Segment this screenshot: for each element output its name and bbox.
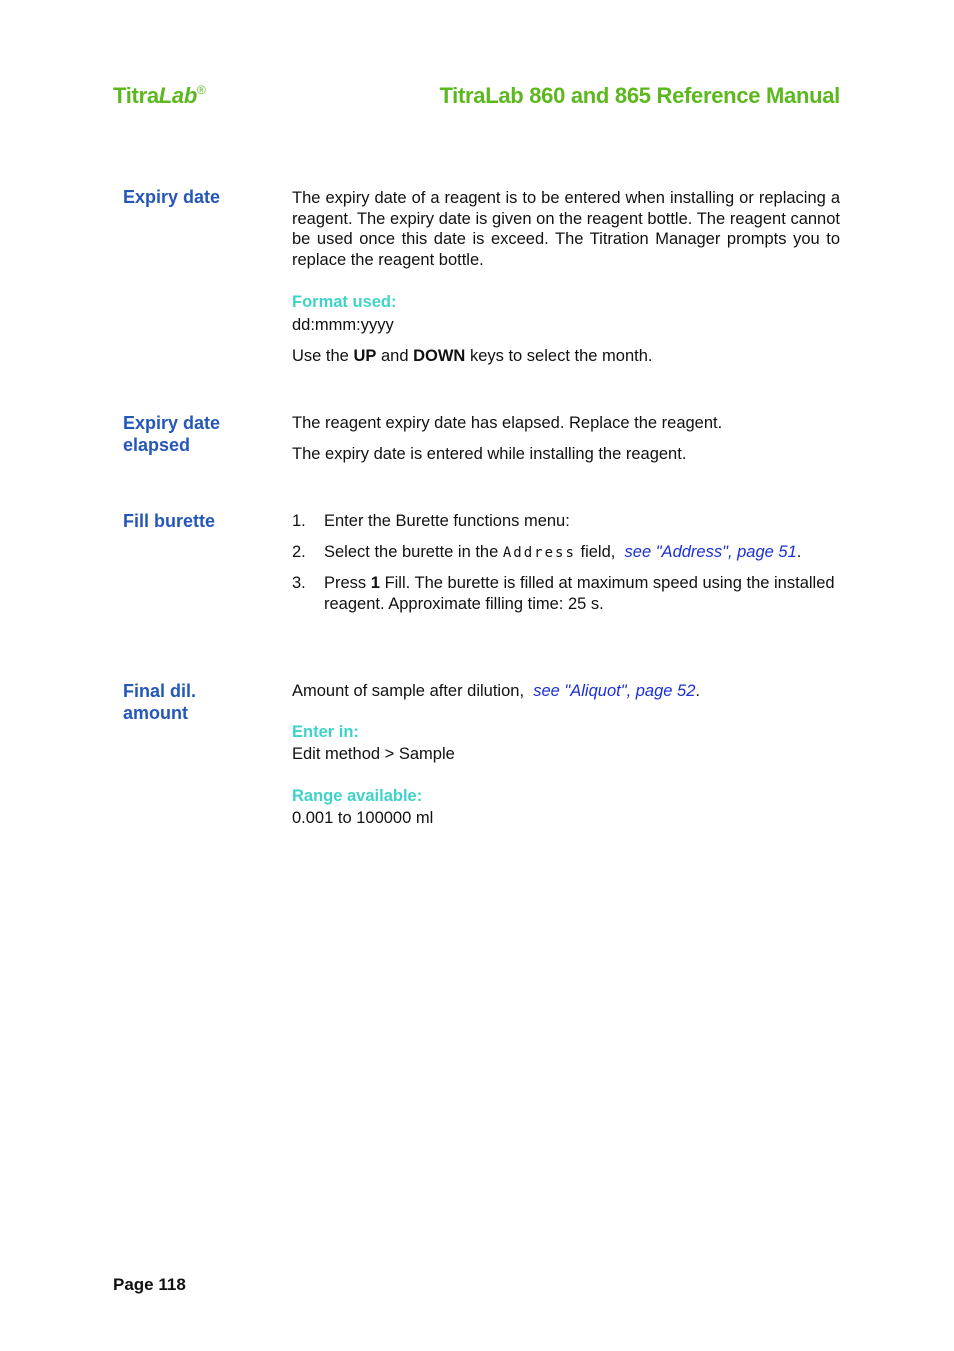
final-dil-amount-body [292, 681, 840, 839]
brand-suffix: Lab [158, 83, 197, 108]
term-final-dil-amount: Final dil. amount [123, 681, 197, 723]
enter-in-heading: Enter in: [292, 722, 359, 741]
address-link[interactable]: see "Address", page 51 [624, 542, 797, 561]
address-field-name: Address [502, 544, 576, 561]
fill-burette-body [292, 511, 840, 624]
up-key: UP [353, 346, 377, 365]
term-expiry-date: Expiry date [123, 187, 221, 207]
elapsed-text-2: The expiry date is entered while installing the reagent. [292, 444, 687, 463]
brand-prefix: Titra [113, 83, 159, 108]
expiry-date-description: The expiry date of a reagent is to be entered when installing or replacing a reagent. The expiry date is given on the reagent bottle. The reagent cannot be used once this date is exceed. The Titration Manager prompts you to replace the reagent bottle. [292, 189, 840, 269]
term-expiry-date-elapsed: Expiry date elapsed [123, 413, 221, 455]
key-1: 1 [370, 574, 380, 593]
down-key: DOWN [413, 346, 466, 365]
final-dil-description: Amount of sample after dilution, see "Aliquot", page 52. [292, 682, 700, 700]
range-available-heading: Range available: [292, 786, 423, 805]
elapsed-text-1: The reagent expiry date has elapsed. Replace the reagent. [292, 414, 723, 432]
page-title: TitraLab 860 and 865 Reference Manual [439, 83, 840, 108]
term-fill-burette: Fill burette [123, 511, 216, 531]
registered-mark: ® [197, 83, 206, 97]
enter-in-value: Edit method > Sample [292, 745, 455, 764]
aliquot-link[interactable]: see "Aliquot", page 52 [533, 682, 696, 700]
format-used-heading: Format used: [292, 293, 397, 312]
expiry-date-elapsed-body [292, 413, 840, 474]
month-keys-instruction: Use the UP and DOWN keys to select the month. [292, 346, 653, 365]
format-used-value: dd:mmm:yyyy [292, 315, 394, 334]
step-3: 3. Press 1 Fill. The burette is filled at maximum speed using the installed reagent. Approximate filling time: 25 s. [292, 574, 835, 613]
step-2: 2. Select the burette in the Address field, see "Address", page 51. [292, 542, 802, 561]
expiry-date-body [292, 188, 840, 376]
brand-logo [113, 83, 206, 109]
page-number: Page 118 [113, 1275, 186, 1294]
step-1: 1. Enter the Burette functions menu: [292, 512, 570, 530]
range-available-value: 0.001 to 100000 ml [292, 809, 434, 828]
fill-burette-steps [292, 511, 840, 614]
